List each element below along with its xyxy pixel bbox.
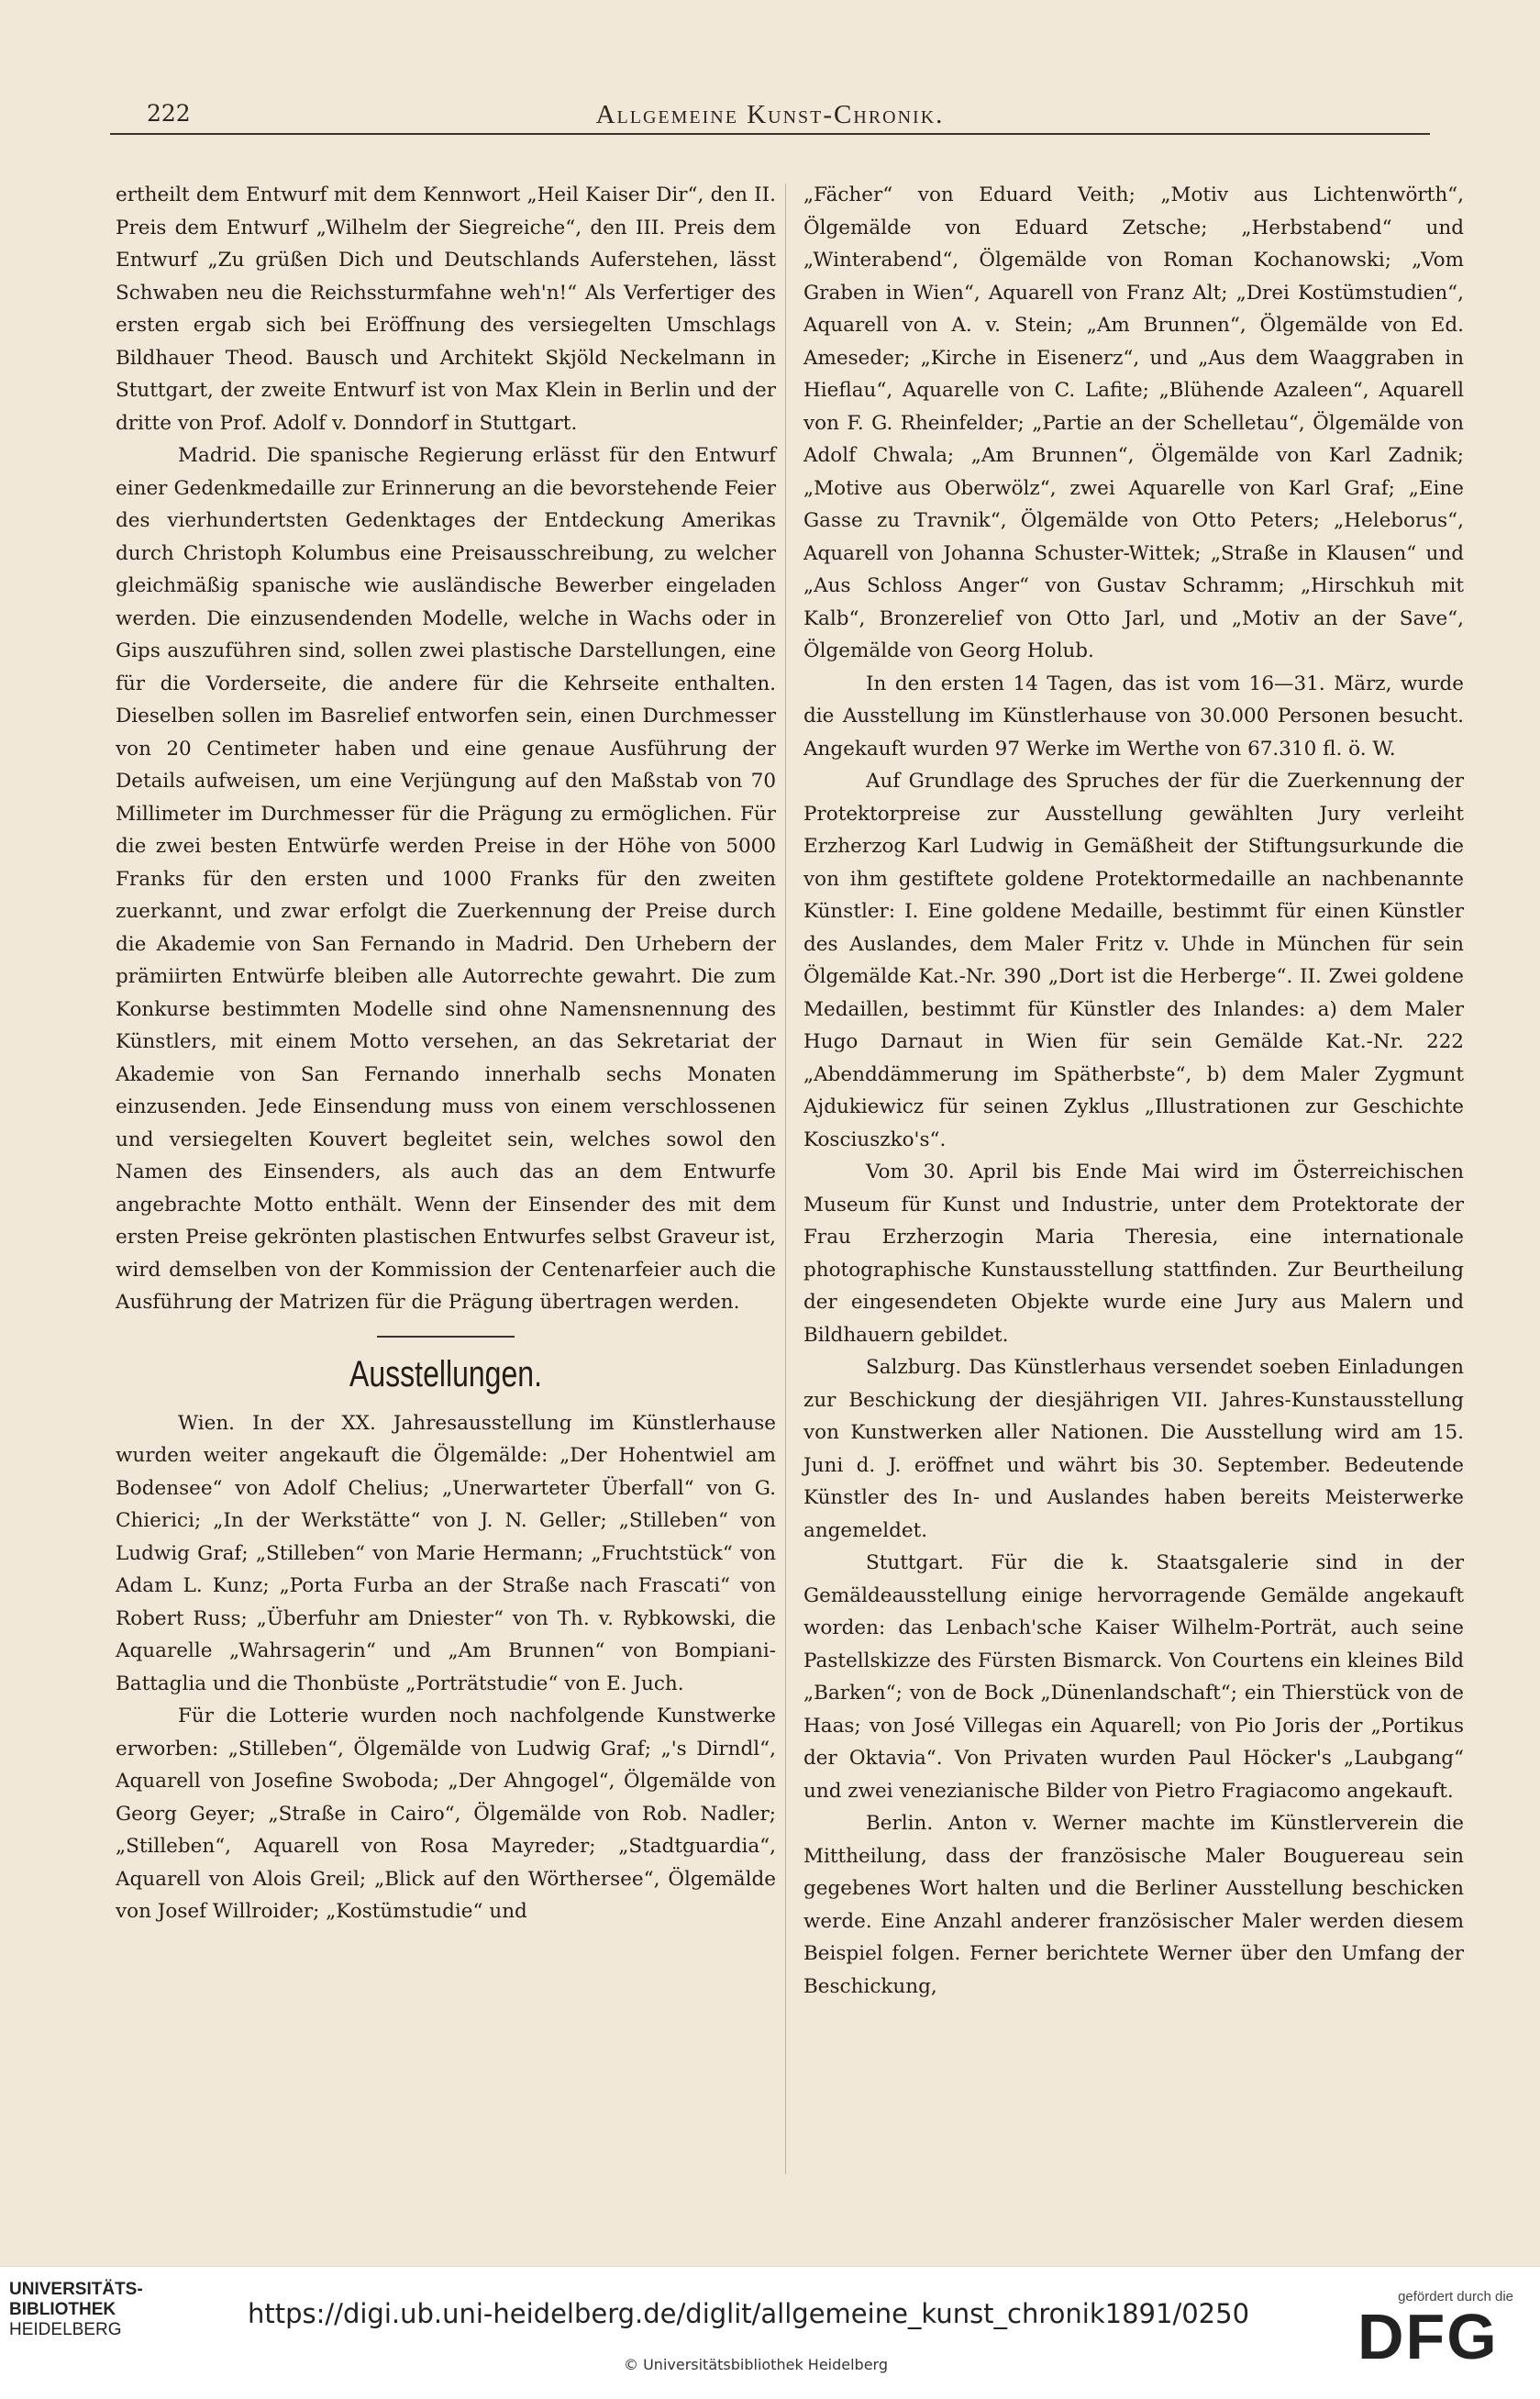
paragraph: Wien. In der XX. Jahresausstellung im Künstlerhause wurden weiter angekauft die Ölgemälde: „Der Hohentwiel am Bodensee“ von Adolf Chelius; „Unerwarteter Überfall“ von G. Chierici; „In der Werkstätte“ von J. N. Geller; „Stilleben“ von Ludwig Graf; „Stilleben“ von Marie Hermann; „Fruchtstück“ von Adam L. Kunz; „Porta Furba an der Straße nach Frascati“ von Robert Russ; „Überfuhr am Dniester“ von Th. v. Rybkowski, die Aquarelle „Wahrsagerin“ und „Am Brunnen“ von Bompiani-Battaglia und die Thonbüste „Porträtstudie“ von E. Juch.: [116, 1411, 776, 1695]
funder-name: DFG: [1357, 2301, 1499, 2372]
paragraph: Madrid. Die spanische Regierung erlässt für den Entwurf einer Gedenkmedaille zur Erinnerung an die bevorstehende Feier des vierhundertsten Gedenktages der Entdeckung Amerikas durch Christoph Kolumbus eine Preisausschreibung, zu welcher gleichmäßig spanische wie ausländische Bewerber eingeladen werden. Die einzusendenden Modelle, welche in Wachs oder in Gips auszuführen sind, sollen zwei plastische Darstellungen, eine für die Vorderseite, die andere für die Kehrseite enthalten. Dieselben sollen im Basrelief entworfen sein, einen Durchmesser von 20 Centimeter haben und eine genaue Ausführung der Details aufweisen, um eine Verjüngung auf den Maßstab von 70 Millimeter im Durchmesser für die Prägung zu ermöglichen. Für die zwei besten Entwürfe werden Preise in der Höhe von 5000 Franks für den ersten und 1000 Franks für den zweiten zuerkannt, und zwar erfolgt die Zuerkennung der Preise durch die Akademie von San Fernando in Madrid. Den Urhebern der prämiirten Entwürfe bleiben alle Autorrechte gewahrt. Die zum Konkurse bestimmten Modelle sind ohne Namensnennung des Künstlers, mit einem Motto versehen, an das Sekretariat der Akademie von San Fernando innerhalb sechs Monaten einzusenden. Jede Einsendung muss von einem verschlossenen und versiegelten Kouvert begleitet sein, welches sowol den Namen des Einsenders, als auch das an dem Entwurfe angebrachte Motto enthält. Wenn der Einsender des mit dem ersten Preise gekrönten plastischen Entwurfes selbst Graveur ist, wird demselben von der Kommission der Centenarfeier auch die Ausführung der Matrizen für die Prägung übertragen werden.: [116, 444, 776, 1314]
section-title: Ausstellungen.: [349, 1353, 542, 1394]
paragraph: Stuttgart. Für die k. Staatsgalerie sind in der Gemäldeausstellung einige hervorragende Gemälde angekauft worden: das Lenbach'sche Kaiser Wilhelm-Porträt, auch seine Pastellskizze des Fürsten Bismarck. Von Courtens ein kleines Bild „Barken“; von de Bock „Dünenlandschaft“; ein Thierstück von de Haas; von José Villegas ein Aquarell; von Pio Joris der „Portikus der Oktavia“. Von Privaten wurden Paul Höcker's „Laubgang“ und zwei venezianische Bilder von Pietro Fragiacomo angekauft.: [803, 1551, 1464, 1803]
permalink[interactable]: https://digi.ub.uni-heidelberg.de/diglit/allgemeine_kunst_chronik1891/0250: [248, 2298, 1250, 2329]
paragraph: In den ersten 14 Tagen, das ist vom 16—31. März, wurde die Ausstellung im Künstlerhause von 30.000 Personen besucht. Angekauft wurden 97 Werke im Werthe von 67.310 fl. ö. W.: [803, 672, 1464, 761]
funder-logo[interactable]: [1357, 2289, 1523, 2381]
paragraph: ertheilt dem Entwurf mit dem Kennwort „Heil Kaiser Dir“, den II. Preis dem Entwurf „Wilhelm der Siegreiche“, den III. Preis dem Entwurf „Zu grüßen Dich und Deutschlands Auferstehen, lässt Schwaben neu die Reichssturmfahne weh'n!“ Als Verfertiger des ersten ergab sich bei Eröffnung des versiegelten Umschlags Bildhauer Theod. Bausch und Architekt Skjöld Neckelmann in Stuttgart, der zweite Entwurf ist von Max Klein in Berlin und der dritte von Prof. Adolf v. Donndorf in Stuttgart.: [116, 183, 776, 435]
funder-note: gefördert durch die: [1398, 2289, 1513, 2305]
left-column: [116, 179, 776, 1928]
paragraph: Für die Lotterie wurden noch nachfolgende Kunstwerke erworben: „Stilleben“, Ölgemälde von Ludwig Graf; „'s Dirndl“, Aquarell von Josefine Swoboda; „Der Ahngogel“, Ölgemälde von Georg Geyer; „Straße in Cairo“, Ölgemälde von Rob. Nadler; „Stilleben“, Aquarell von Rosa Mayreder; „Stadtguardia“, Aquarell von Alois Greil; „Blick auf den Wörthersee“, Ölgemälde von Josef Willroider; „Kostümstudie“ und: [116, 1705, 776, 1923]
footer-bar: [0, 2266, 1540, 2399]
copyright: © Universitätsbibliothek Heidelberg: [624, 2356, 889, 2373]
page-header: [110, 94, 1430, 135]
right-column: [803, 179, 1464, 2003]
library-logo[interactable]: [9, 2280, 161, 2367]
paragraph: „Fächer“ von Eduard Veith; „Motiv aus Lichtenwörth“, Ölgemälde von Eduard Zetsche; „Herbstabend“ und „Winterabend“, Ölgemälde von Roman Kochanowski; „Vom Graben in Wien“, Aquarell von Franz Alt; „Drei Kostümstudien“, Aquarell von A. v. Stein; „Am Brunnen“, Ölgemälde von Ed. Ameseder; „Kirche in Eisenerz“, und „Aus dem Waaggraben in Hieflau“, Aquarelle von C. Lafite; „Blühende Azaleen“, Aquarell von F. G. Rheinfelder; „Partie an der Schelletau“, Ölgemälde von Adolf Chwala; „Am Brunnen“, Ölgemälde von Karl Zadnik; „Motive aus Oberwölz“, zwei Aquarelle von Karl Graf; „Eine Gasse zu Travnik“, Ölgemälde von Otto Peters; „Heleborus“, Aquarell von Johanna Schuster-Wittek; „Straße in Klausen“ und „Aus Schloss Anger“ von Gustav Schramm; „Hirschkuh mit Kalb“, Bronzerelief von Otto Jarl, und „Motiv an der Save“, Ölgemälde von Georg Holub.: [803, 183, 1464, 662]
paragraph: Auf Grundlage des Spruches der für die Zuerkennung der Protektorpreise zur Ausstellung gewählten Jury verleiht Erzherzog Karl Ludwig in Gemäßheit der Stiftungsurkunde die von ihm gestiftete goldene Protektormedaille an nachbenannte Künstler: I. Eine goldene Medaille, bestimmt für einen Künstler des Auslandes, dem Maler Fritz v. Uhde in München für sein Ölgemälde Kat.-Nr. 390 „Dort ist die Herberge“. II. Zwei goldene Medaillen, bestimmt für Künstler des Inlandes: a) dem Maler Hugo Darnaut in Wien für sein Gemälde Kat.-Nr. 222 „Abenddämmerung im Spätherbste“, b) dem Maler Zygmunt Ajdukiewicz für seinen Zyklus „Illustrationen zur Geschichte Kosciuszko's“.: [803, 770, 1464, 1151]
paragraph: Vom 30. April bis Ende Mai wird im Österreichischen Museum für Kunst und Industrie, unter dem Protektorate der Frau Erzherzogin Maria Theresia, eine internationale photographische Kunstausstellung stattfinden. Zur Beurtheilung der eingesendeten Objekte wurde eine Jury aus Malern und Bildhauern gebildet.: [803, 1161, 1464, 1347]
logo-line: BIBLIOTHEK: [9, 2300, 116, 2319]
page-number: 222: [147, 100, 191, 127]
section-divider: [377, 1336, 515, 1338]
column-rule: [785, 183, 786, 2174]
paragraph: Salzburg. Das Künstlerhaus versendet soeben Einladungen zur Beschickung der diesjährigen VII. Jahres-Kunstausstellung von Kunstwerken aller Nationen. Die Ausstellung wird am 15. Juni d. J. eröffnet und währt bis 30. September. Bedeutende Künstler des In- und Auslandes haben bereits Meisterwerke angemeldet.: [803, 1356, 1464, 1542]
logo-line: HEIDELBERG: [9, 2320, 122, 2339]
paragraph: Berlin. Anton v. Werner machte im Künstlerverein die Mittheilung, dass der französische Maler Bouguereau sein gegebenes Wort halten und die Berliner Ausstellung beschicken werde. Eine Anzahl anderer französischer Maler werden diesem Beispiel folgen. Ferner berichtete Werner über den Umfang der Beschickung,: [803, 1812, 1464, 1998]
logo-line: UNIVERSITÄTS-: [9, 2280, 143, 2299]
running-title: Allgemeine Kunst-Chronik.: [595, 100, 945, 129]
